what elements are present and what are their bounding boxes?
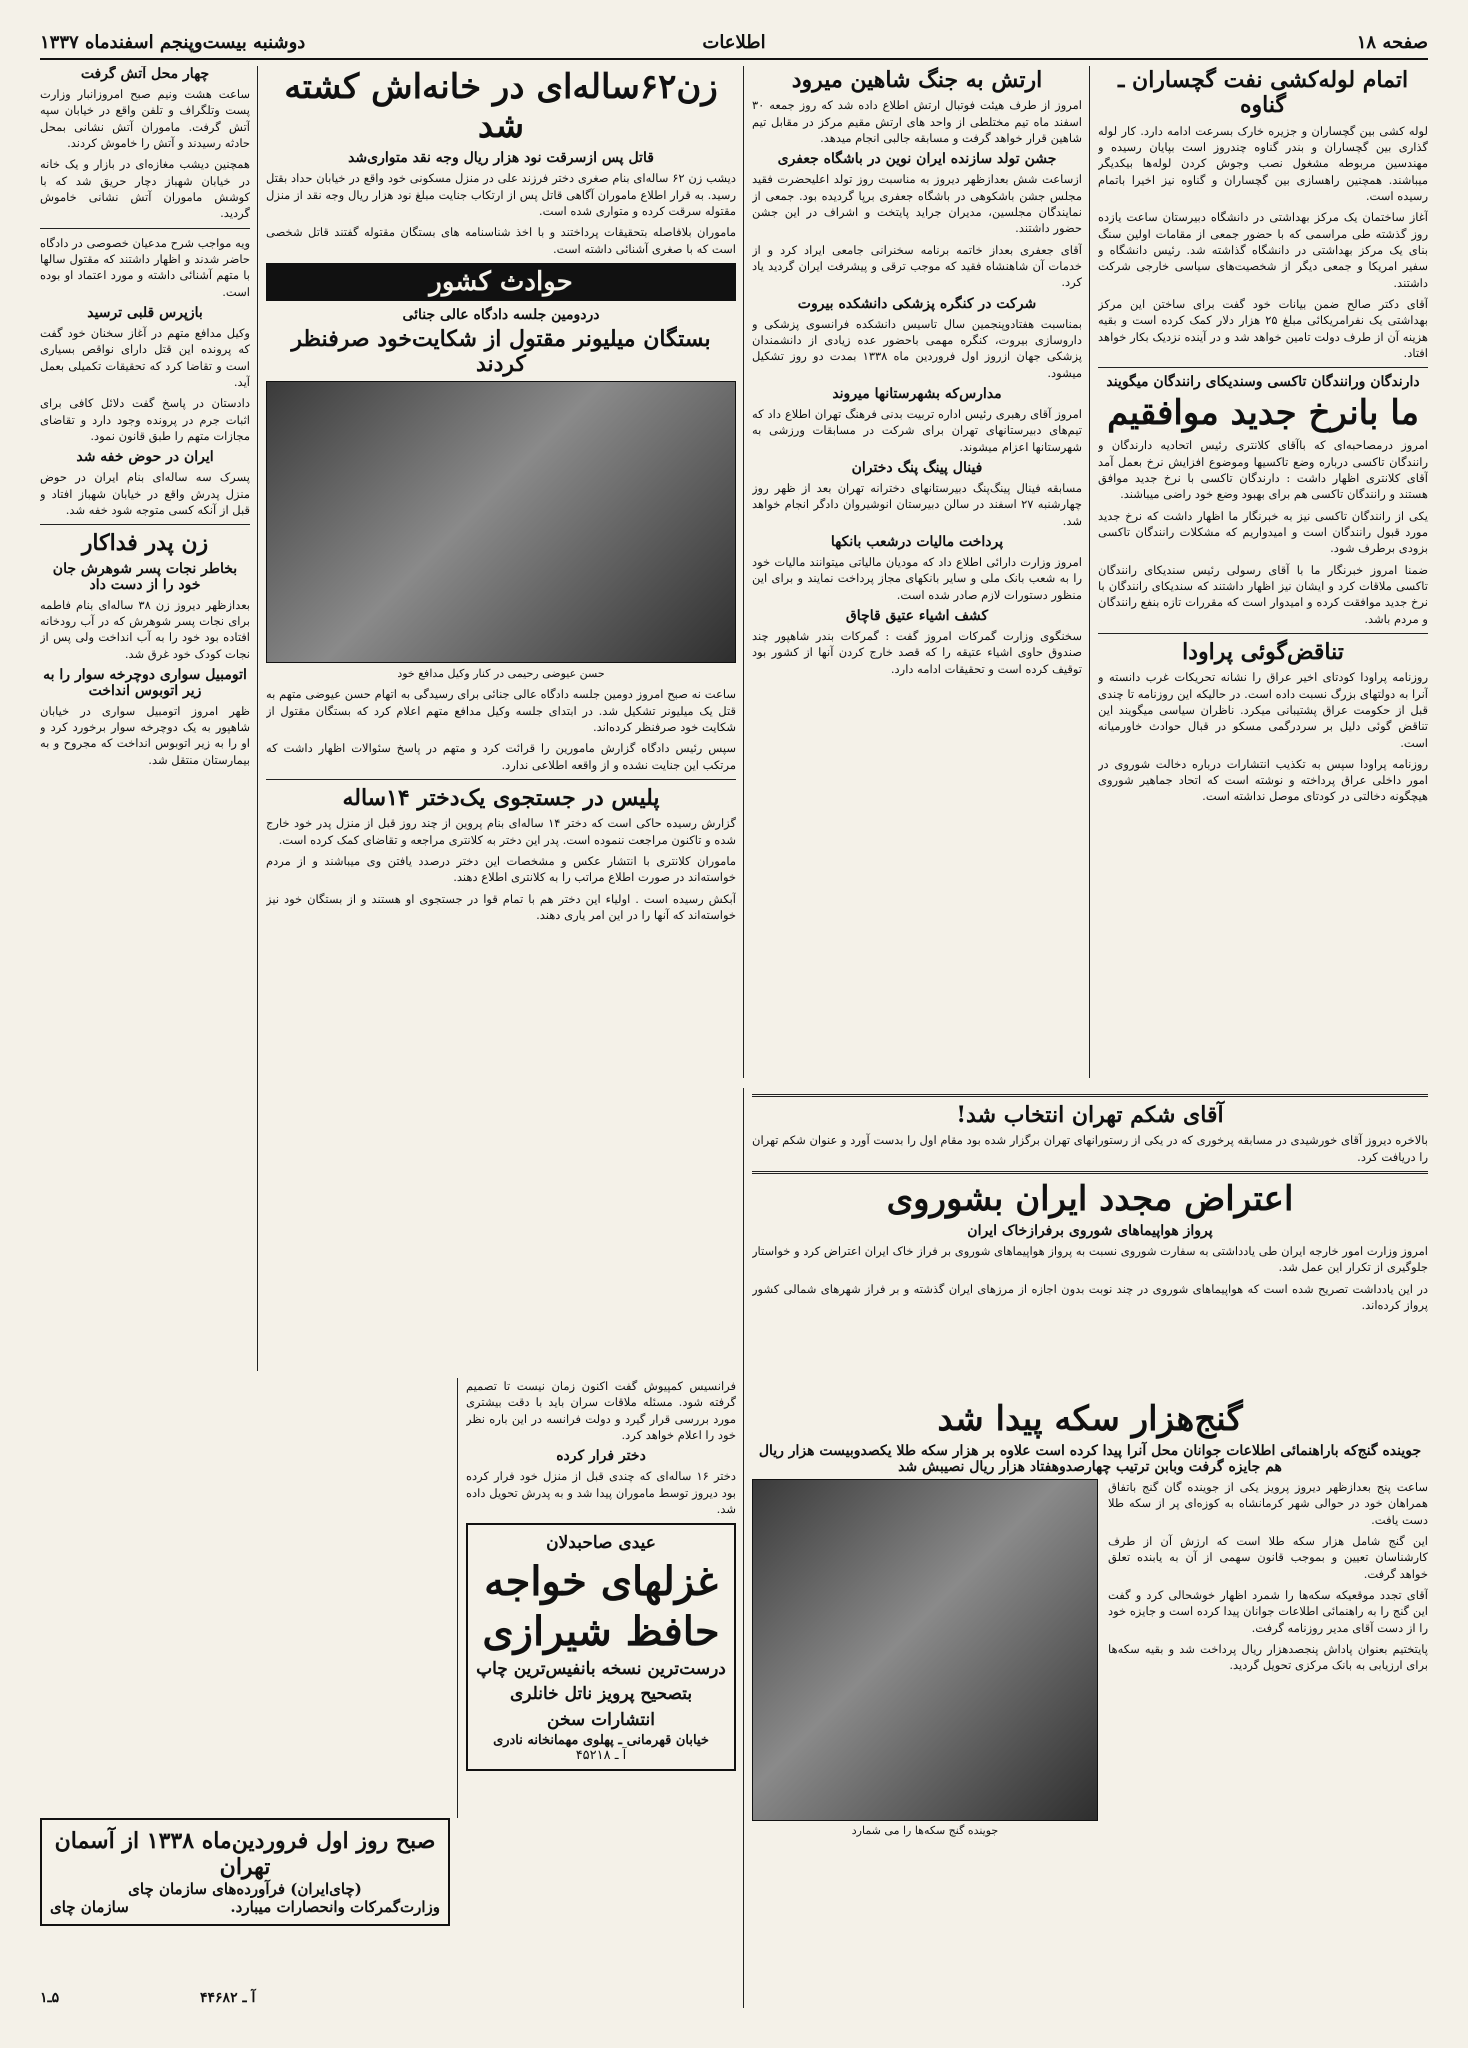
article-text: ماموران بلافاصله بتحقیقات پرداختند و با اخذ شناسنامه های بستگان مقتوله گفتند قاتل شخصی است که با صغری آشنائی داشته است.: [266, 225, 736, 256]
footer-code-left: ۵ـ۱: [40, 1990, 60, 2006]
headline-protest: اعتراض مجدد ایران بشوروی: [886, 1178, 1294, 1219]
subheadline: چهار محل آتش گرفت: [80, 66, 210, 82]
article-text: امروز آقای رهبری رئیس اداره تربیت بدنی فرهنگ تهران اطلاع داد که تیم‌های دبیرستانهای تهران برای شرکت در مسابقات ورزشی به شهرستانها اعزام میشوند.: [752, 406, 1082, 454]
divider: [752, 1171, 1428, 1174]
column-1: [1098, 66, 1428, 1078]
hafez-advertisement: [466, 1523, 736, 1771]
article-text: پایتختیم بعنوان پاداش پنجصدهزار ریال پرداخت شد و بقیه سکه‌ها برای ارزیابی به بانک مرکزی تحویل گردید.: [1108, 1642, 1428, 1673]
article-text: این گنج شامل هزار سکه طلا است که ارزش آن از طرف کارشناسان تعیین و بموجب قانون سهمی از آن به یابنده تعلق خواهد گرفت.: [1108, 1534, 1428, 1581]
divider: [40, 524, 250, 525]
ad-tagline: عیدی صاحبدلان: [546, 1533, 656, 1554]
article-text: بالاخره دیروز آقای خورشیدی در مسابقه پرخوری که در یکی از رستورانهای تهران برگزار شده بود مقام اول را بدست آورد و عنوان شکم تهران را دریافت کرد.: [752, 1133, 1428, 1164]
article-text: ساعت پنج بعدازظهر دیروز پرویز یکی از جوینده گان گنج باتفاق همراهان خود در حوالی شهر کرمانشاه به کوزه‌ای پر از سکه طلا دست یافت.: [1108, 1480, 1428, 1527]
article-text: ماموران کلانتری با انتشار عکس و مشخصات این دختر درصدد یافتن وی میباشند و از مردم خواسته‌اند در صورت اطلاع مراتب را به کلانتری اطلاع دهند.: [266, 854, 736, 885]
column-4: [40, 66, 250, 1371]
divider: [752, 1094, 1428, 1097]
lower-left-block: [752, 1088, 1428, 1388]
article-text: پسرک سه ساله‌ای بنام ایران در حوض منزل پدرش واقع در خیابان شهباز افتاد و قبل از آنکه کسی متوجه شود خفه شد.: [40, 470, 250, 517]
subheadline: شرکت در کنگره پزشکی دانشکده بیروت: [797, 295, 1037, 312]
article-text: ساعت نه صبح امروز دومین جلسه دادگاه عالی جنائی برای رسیدگی به اتهام حسن عیوضی متهم به قتل یک میلیونر تشکیل شد. در ابتدای جلسه وکیل مدافع متهم اعلام کرد که بستگان مقتول از شکایت خود صرفنظر کرده‌اند.: [266, 687, 736, 735]
issue-date: دوشنبه بیست‌وپنجم اسفندماه ۱۳۳۷: [40, 32, 306, 53]
article-text: مسابقه فینال پینگ‌پنگ دبیرستانهای دخترانه تهران بعد از ظهر روز چهارشنبه ۲۷ اسفند در سالن دبیرستان انوشیروان دادگر انجام خواهد شد.: [752, 480, 1082, 528]
tea-advertisement: [40, 1818, 450, 1926]
photo-caption: جوینده گنج سکه‌ها را می شمارد: [851, 1824, 999, 1838]
section-banner: حوادث کشور: [266, 263, 736, 301]
subheadline: مدارس‌که بشهرستانها میروند: [832, 385, 1002, 402]
ad-text: بتصحیح پرویز ناتل خانلری: [509, 1684, 693, 1705]
article-text: فرانسیس کمپیوش گفت اکنون زمان نیست تا تصمیم گرفته شود. مسئله ملاقات سران باید با دقت بیشتری مورد بررسی قرار گیرد و دولت فرانسه در این باره نظر خود را اعلام خواهد کرد.: [466, 1379, 736, 1442]
ad-headline: صبح روز اول فروردین‌ماه ۱۳۳۸ از آسمان تهران: [54, 1828, 436, 1880]
article-text: روزنامه پراودا کودتای اخیر عراق را نشانه تحریکات غرب دانسته و آنرا به دولتهای بزرگ نسبت داده است. در حالیکه این روزنامه تا چندی قبل از حکومت عراق پشتیبانی میکرد. ناظران سیاسی میگویند این تناقض گوئی دلیل بر سردرگمی مسکو در قبال حوادث خاورمیانه است.: [1098, 670, 1428, 750]
article-text: روزنامه پراودا سپس به تکذیب انتشارات درباره دخالت شوروی در امور داخلی عراق پرداخته و نوشته است که اتحاد جماهیر شوروی هیچگونه دخالتی در کودتای موصل نداشته است.: [1098, 756, 1428, 804]
article-text: گزارش رسیده حاکی است که دختر ۱۴ ساله‌ای بنام پروین از چند روز قبل از منزل پدر خود خارج شده و تاکنون مراجعت ننموده است. پدر این دختر به کلانتری مراجعه و تقاضای کمک کرده است.: [266, 816, 736, 847]
treasure-article: [752, 1398, 1428, 2008]
column-2: [752, 66, 1082, 1078]
ad-address: خیابان قهرمانی ـ پهلوی مهمانخانه نادری: [493, 1733, 709, 1749]
headline-stepmother: زن پدر فداکار: [81, 530, 209, 557]
article-text: امروز درمصاحبه‌ای که باآقای کلانتری رئیس اتحادیه دارندگان و رانندگان تاکسی درباره وضع تاکسیها وموضوع افزایش نرخ بعمل آمد آقای کلانتری اظهار داشت : دارندگان تاکسی با نرخ جدید موافق هستند و رانندگان تاکسی هم برای بهبود وضع خود راضی میباشند.: [1098, 438, 1428, 502]
ad-text: (چای‌ایران) فرآورده‌های سازمان چای: [128, 1880, 362, 1898]
article-text: بعدازظهر دیروز زن ۳۸ ساله‌ای بنام فاطمه برای نجات پسر شوهرش که در آب رودخانه افتاده بود خود را به آب انداخت ولی پس از نجات کودک خود غرق شد.: [40, 597, 250, 661]
article-text: سپس رئیس دادگاه گزارش مامورین را قرائت کرد و متهم در پاسخ سئوالات اظهار داشت که مرتکب این جنایت نشده و از واقعه اطلاعی ندارد.: [266, 741, 736, 772]
headline-big-eater: آقای شکم تهران انتخاب شد!: [956, 1102, 1224, 1128]
article-text: آقای جعفری بعداز خاتمه برنامه سخنرانی جامعی ایراد کرد و از خدمات آن شاهنشاه فقید که موجب ترقی و پیشرفت ایران گردید یاد کرد.: [752, 242, 1082, 290]
column-divider: [743, 66, 744, 1078]
subheadline-treasure: جوینده گنج‌که باراهنمائی اطلاعات جوانان محل آنرا پیدا کرده است علاوه بر هزار سکه طلا یکصدوبیست هزار ریال هم جایزه گرفت وبابن ترتیب چهارصدوهفتاد هزار ریال نصیبش شد: [758, 1443, 1422, 1476]
subheadline-taxi: دارندگان ورانندگان تاکسی وسندیکای رانندگان میگویند: [1106, 374, 1420, 391]
article-text: بمناسبت هفتادوپنجمین سال تاسیس دانشکده فرانسوی پزشکی و داروسازی بیروت، کنگره مهمی باحضور عده زیادی از دانشمندان پزشکی جهان ازروز اول فروردین ماه ۱۳۳۸ بمدت دو روز تشکیل میشود.: [752, 316, 1082, 380]
ad-publisher: انتشارات سخن: [547, 1709, 655, 1730]
page-number: صفحه ۱۸: [1356, 32, 1428, 53]
article-text: آبکش رسیده است . اولیاء این دختر هم با تمام قوا در جستجوی او هستند و از بستگان خود نیز خواسته‌اند که آنها را در این امر یاری دهند.: [266, 891, 736, 922]
column-divider: [1089, 66, 1090, 1078]
masthead: [40, 30, 1428, 60]
article-text: وکیل مدافع متهم در آغاز سخنان خود گفت که پرونده این قتل دارای نواقص بسیاری است و تقاضا کرد که تحقیقات تکمیلی بعمل آید.: [40, 325, 250, 389]
footer-code: آ ـ ۴۴۶۸۲: [200, 1990, 256, 2006]
tea-ad-area: [40, 1818, 450, 1968]
article-text: ازساعت شش بعدازظهر دیروز به مناسبت روز تولد اعلیحضرت فقید مجلس جشن باشکوهی در باشگاه جعفری برپا گردیده بود. جمعی از نمایندگان مجلسین، مدیران جراید پایتخت و اشراف در این جشن حضور داشتند.: [752, 172, 1082, 236]
ad-text: وزارت‌گمرکات وانحصارات میبارد.: [230, 1898, 440, 1916]
headline-court: بستگان میلیونر مقتول از شکایت‌خود صرفنظر کردند: [291, 325, 711, 378]
article-text: یکی از رانندگان تاکسی نیز به خبرنگار ما اظهار داشت که نرخ جدید مورد قبول رانندگان است و امیدواریم که مشکلات رانندگان تاکسی بزودی برطرف شود.: [1098, 508, 1428, 556]
headline-murder: زن۶۲ساله‌ای در خانه‌اش کشته شد: [284, 67, 718, 147]
ad-title: غزلهای خواجه: [484, 1557, 718, 1605]
subheadline-court: دردومین جلسه دادگاه عالی جنائی: [402, 306, 600, 323]
column-3: [266, 66, 736, 1371]
subheadline: اتومبیل سواری دوچرخه سوار را به زیر اتوبوس انداخت: [43, 666, 247, 699]
article-text: دادستان در پاسخ گفت دلائل کافی برای اثبات جرم در پرونده وجود دارد و تقاضای مجازات متهم را طبق قانون نمود.: [40, 396, 250, 443]
article-text: آغاز ساختمان یک مرکز بهداشتی در دانشگاه دبیرستان ساعت یازده روز گذشته طی مراسمی که با حضور جمعی از مقامات اولین سنگ بنای یک مرکز بهداشتی در دانشگاه گذاشته شد. رئیس دانشگاه و سفیر امریکا و جمعی دیگر از شخصیت‌های سیاسی خارجی شرکت داشتند.: [1098, 210, 1428, 290]
headline-pravda: تناقض‌گوئی پراودا: [1182, 638, 1344, 665]
divider: [40, 228, 250, 229]
headline-treasure: گنج‌هزار سکه پیدا شد: [937, 1399, 1243, 1439]
ad-org: سازمان چای: [50, 1898, 129, 1916]
ad-text: درست‌ترین نسخه بانفیس‌ترین چاپ: [476, 1658, 726, 1679]
paper-name: اطلاعات: [702, 32, 766, 53]
court-photo: [266, 381, 736, 663]
column-divider: [743, 1088, 744, 2008]
article-text: همچنین دیشب مغازه‌ای در بازار و یک خانه در خیابان شهباز دچار حریق شد که با کوشش ماموران آتش نشانی خاموش گردید.: [40, 157, 250, 221]
headline-taxi: ما بانرخ جدید موافقیم: [1107, 393, 1419, 434]
subheadline-protest: پرواز هواپیماهای شوروی برفرازخاک ایران: [967, 1223, 1213, 1240]
newspaper-page: [40, 58, 1428, 2008]
subheadline-murder: قاتل پس ازسرقت نود هزار ریال وجه نقد متواری‌شد: [348, 150, 654, 167]
subheadline: جشن تولد سازنده ایران نوین در باشگاه جعفری: [777, 151, 1057, 168]
article-text: ظهر امروز اتومبیل سواری در خیابان شاهپور به یک دوچرخه سوار برخورد کرد و او را به زیر اتوبوس انداخت که مجروح و به بیمارستان منتقل شد.: [40, 703, 250, 767]
photo-caption: حسن عیوضی رحیمی در کنار وکیل مدافع خود: [397, 667, 605, 681]
subheadline: بازپرس قلبی ترسید: [87, 304, 203, 321]
article-text: سخنگوی وزارت گمرکات امروز گفت : گمرکات بندر شاهپور چند صندوق حاوی اشیاء عتیقه را که قصد خارج کردن آنها از کشور بود توقیف کرده است و تحقیقات ادامه دارد.: [752, 628, 1082, 676]
article-text: آقای تجدد موقعیکه سکه‌ها را شمرد اظهار خوشحالی کرد و گفت این گنج را به راهنمائی اطلاعات جوانان پیدا کرده است و جایزه خود را از دست آقای مدیر روزنامه گرفت.: [1108, 1588, 1428, 1635]
ad-title: حافظ شیرازی: [482, 1607, 720, 1655]
article-text: امروز وزارت امور خارجه ایران طی یادداشتی به سفارت شوروی نسبت به پرواز هواپیماهای شوروی بر فراز خاک ایران اعتراض کرد و خواستار جلوگیری از تکرار این عمل شد.: [752, 1244, 1428, 1275]
lower-middle-block: [466, 1378, 736, 2008]
headline-army: ارتش به جنگ شاهین میرود: [791, 67, 1043, 93]
divider: [1098, 367, 1428, 368]
subheadline: فینال پینگ پنگ دختران: [851, 459, 983, 476]
article-text: دیشب زن ۶۲ ساله‌ای بنام صغری دختر فرزند علی در منزل مسکونی خود واقع در خیابان حداد بقتل رسید. به قرار اطلاع ماموران آگاهی قاتل پس از ارتکاب جنایت مبلغ نود هزار ریال وجه نقد از منزل مقتوله سرقت کرده و متواری شده است.: [266, 171, 736, 218]
article-text: در این یادداشت تصریح شده است که هواپیماهای شوروی در چند نوبت بدون اجازه از مرزهای ایران گذشته و بر فراز شهرهای شمالی کشور پرواز کرده‌اند.: [752, 1281, 1428, 1313]
divider: [266, 779, 736, 780]
subheadline: ایران در حوض خفه شد: [76, 449, 214, 466]
ad-code: آ ـ ۴۵۲۱۸: [575, 1748, 627, 1764]
divider: [1098, 633, 1428, 634]
article-text: آقای دکتر صالح ضمن بیانات خود گفت برای ساختن این مرکز بهداشتی یک نفرامریکائی مبلغ ۲۵ هزار دلار کمک کرده است و بقیه هزینه آن از طرف دولت تامین خواهد شد و در آینده نزدیک بکار خواهد افتاد.: [1098, 296, 1428, 360]
article-text: ضمنا امروز خبرنگار ما با آقای رسولی رئیس سندیکای رانندگان تاکسی ملاقات کرد و ایشان نیز اظهار داشتند که سندیکای رانندگان با نرخ جدید موافقت کرده و امیدوار است که مقررات تازه بنفع رانندگان و مردم باشد.: [1098, 562, 1428, 626]
article-text: امروز از طرف هیئت فوتبال ارتش اطلاع داده شد که روز جمعه ۳۰ اسفند ماه تیم مختلطی از واحد های ارتش مقیم مرکز در مقابل تیم شاهین قرار خواهد گرفت و مسابقه جالبی انجام میدهد.: [752, 98, 1082, 145]
subheadline: کشف اشیاء عتیق قاچاق: [845, 607, 989, 624]
subheadline: پرداخت مالیات درشعب بانکها: [830, 533, 1004, 550]
treasure-photo: [752, 1479, 1098, 1821]
article-text: امروز وزارت دارائی اطلاع داد که مودیان مالیاتی میتوانند مالیات خود را به شعب بانک ملی و سایر بانکهای مجاز پرداخت نمایند و برای این منظور دستورات لازم صادر شده است.: [752, 554, 1082, 602]
headline-pipeline: اتمام لوله‌کشی نفت گچساران ـ گناوه: [1117, 67, 1409, 119]
subheadline: دختر فرار کرده: [556, 1448, 646, 1465]
column-divider: [457, 1378, 458, 1818]
subheadline: بخاطر نجات پسر شوهرش جان خود را از دست داد: [52, 560, 238, 593]
column-divider: [257, 66, 258, 1371]
article-text: ساعت هشت ونیم صبح امروزانبار وزارت پست وتلگراف و تلفن واقع در خیابان سپه آتش گرفت. ماموران آتش نشانی بمحل حادثه رسیدند و آتش را خاموش کردند.: [40, 87, 250, 150]
article-text: ویه مواجب شرح مدعیان خصوصی در دادگاه حاضر شدند و اظهار داشتند که مقتول سالها با متهم آشنائی داشته و مورد اعتماد او بوده است.: [40, 235, 250, 299]
headline-missing-girl: پلیس در جستجوی یک‌دختر ۱۴ساله: [342, 785, 660, 812]
article-text: دختر ۱۶ ساله‌ای که چندی قبل از منزل خود فرار کرده بود دیروز توسط ماموران پیدا شد و به پدرش تحویل داده شد.: [466, 1469, 736, 1516]
article-text: لوله کشی بین گچساران و جزیره خارک بسرعت ادامه دارد. کار لوله گذاری بین گچساران و بندر گناوه چندروز است بپایان رسیده و مهندسین مربوطه مشغول نصب وجوش کردن لوله‌ها بیکدیگر میباشند. همچنین راهسازی بین گچساران و گناوه نیز اخیرا باتمام رسیده است.: [1098, 123, 1428, 203]
